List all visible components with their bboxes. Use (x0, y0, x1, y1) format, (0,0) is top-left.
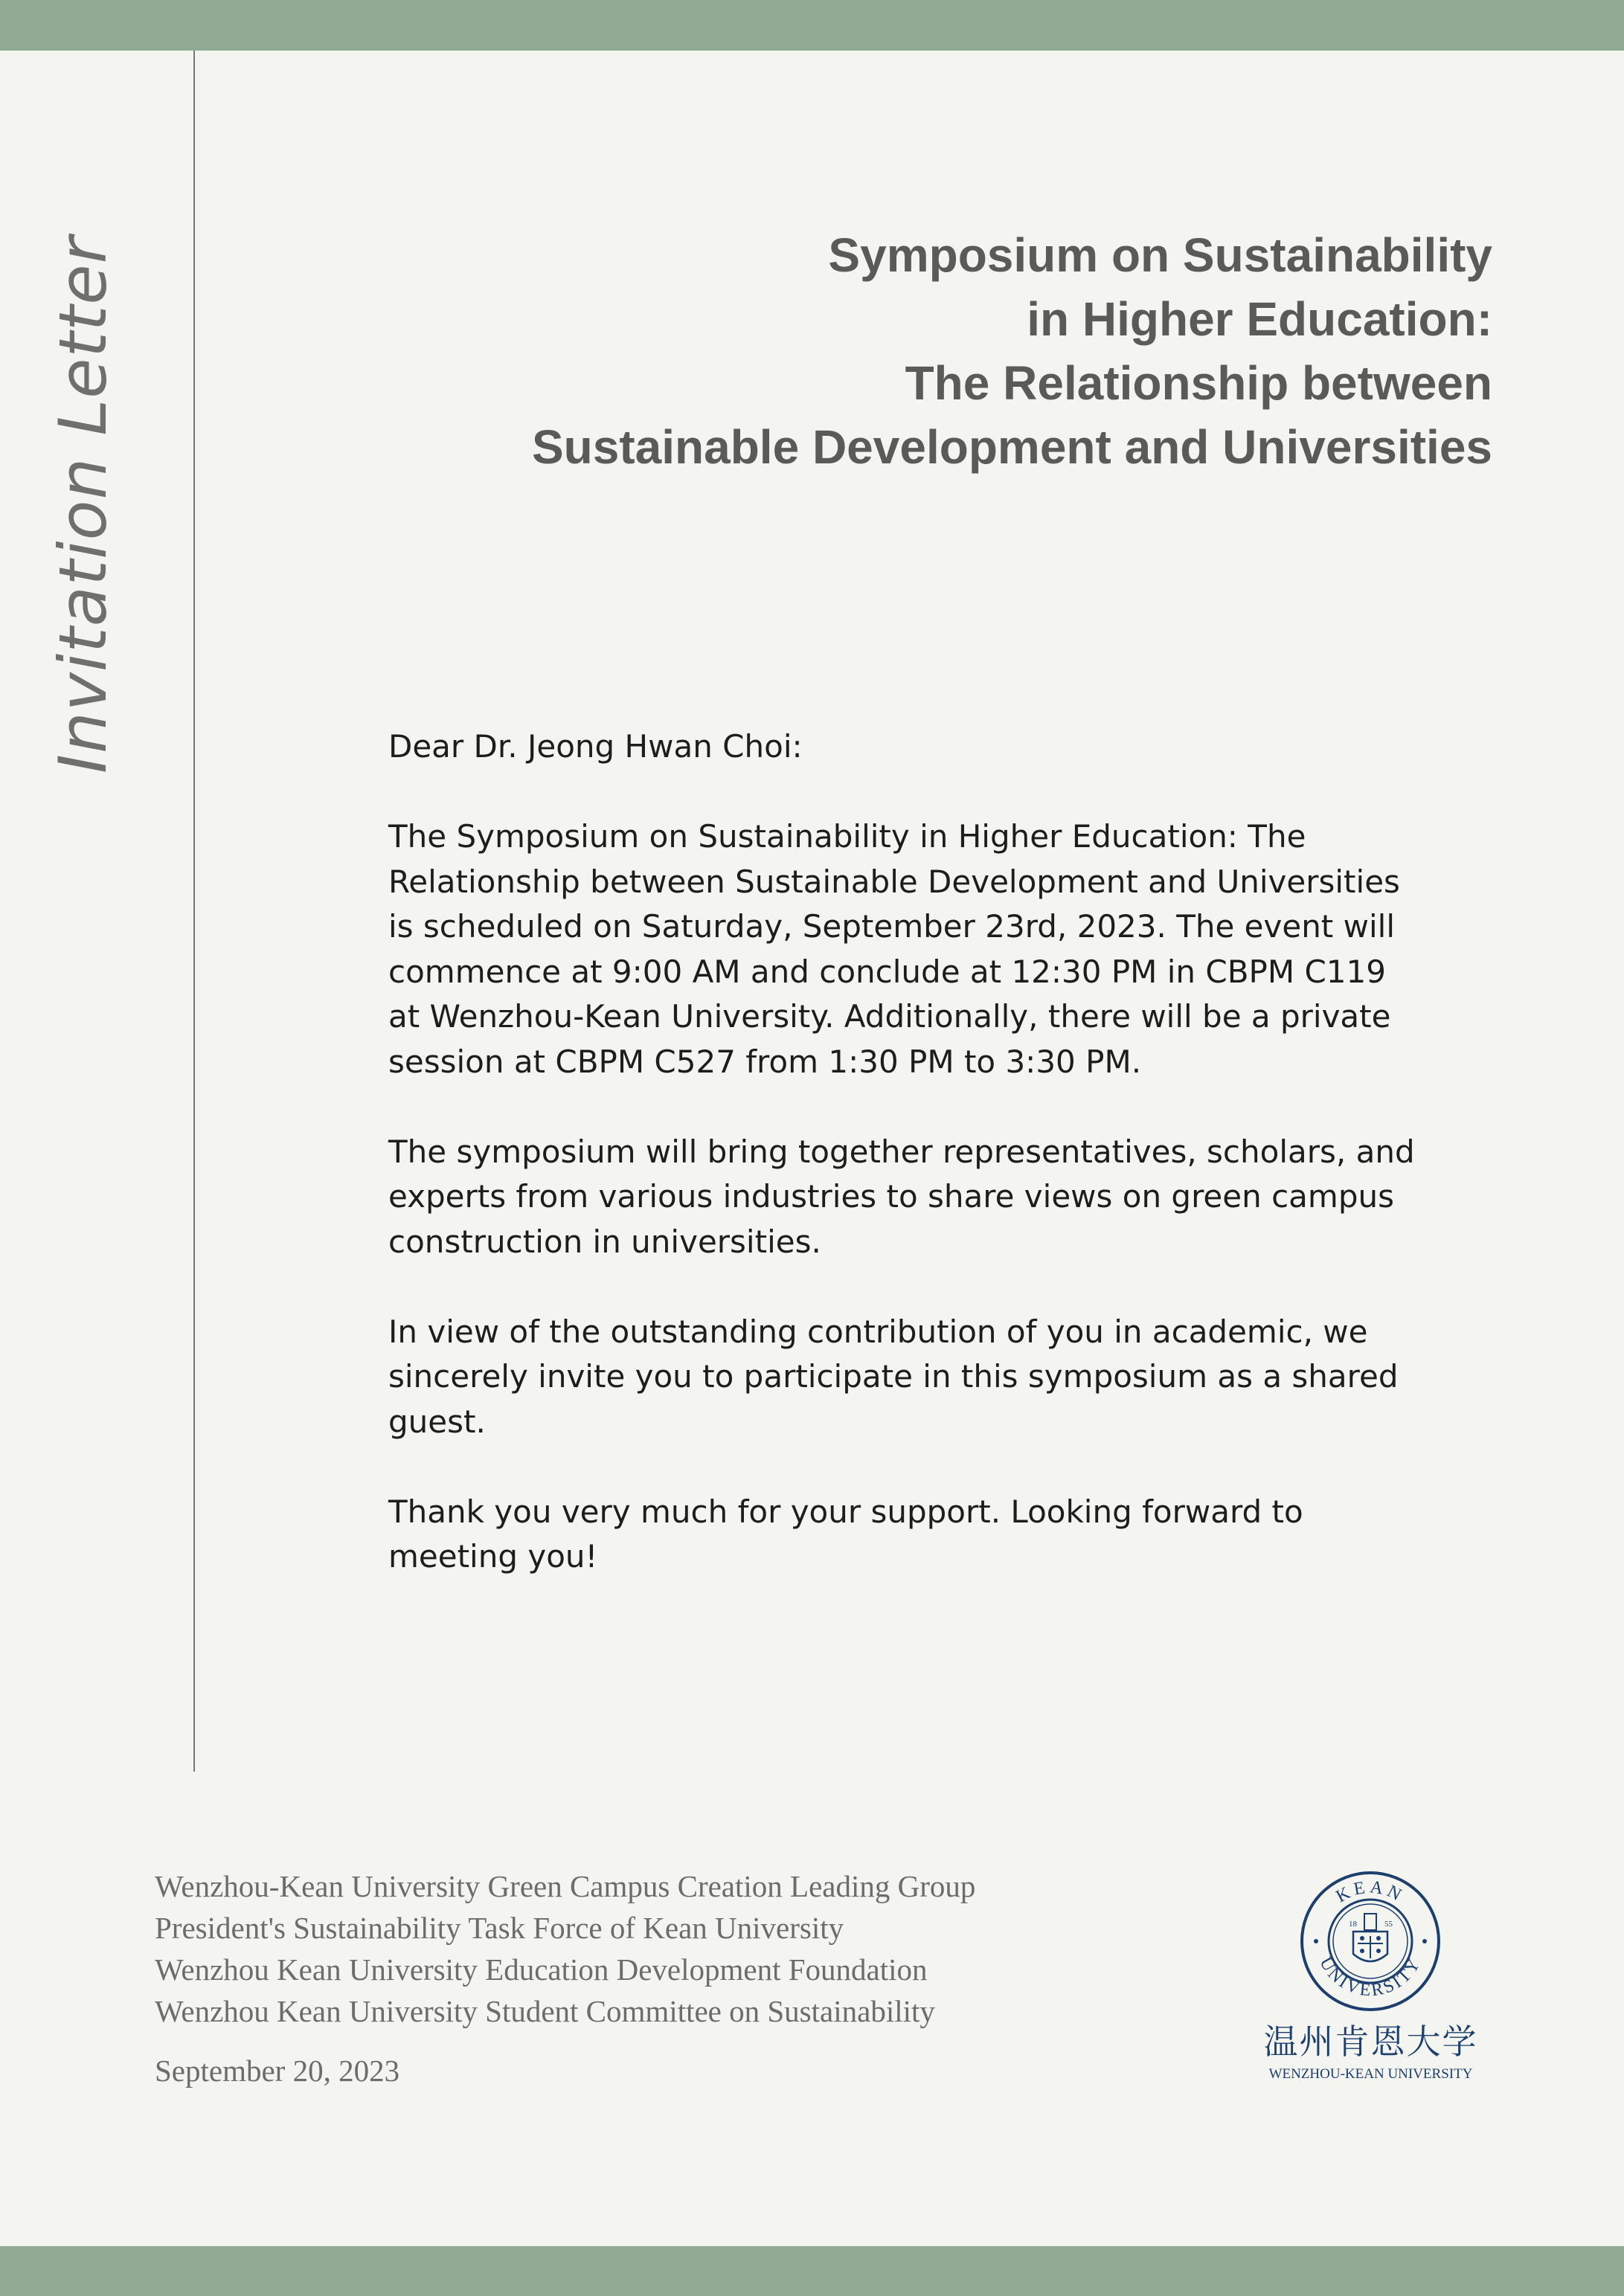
university-seal-icon (1300, 1871, 1441, 2012)
letter-paragraph: In view of the outstanding contribution of you in academic, we sincerely invite you to participate in this symposium as a shared guest. (388, 1313, 1399, 1440)
seal-bottom-text: UNIVERSITY (1315, 1954, 1425, 2001)
letter-paragraph: Thank you very much for your support. Looking forward to meeting you! (388, 1493, 1303, 1575)
organizer-name: Wenzhou Kean University Education Development Foundation (155, 1952, 928, 1987)
university-name-english: WENZHOU-KEAN UNIVERSITY (1268, 2066, 1473, 2082)
headline-line: Symposium on Sustainability (828, 228, 1492, 282)
seal-top-text: KEAN (1332, 1877, 1408, 1907)
headline-line: The Relationship between (905, 356, 1492, 410)
svg-text:KEAN (1333, 1877, 1408, 1906)
university-logo (1257, 1871, 1484, 2094)
symposium-headline (376, 223, 1492, 479)
letter-date: September 20, 2023 (155, 2054, 400, 2088)
organizer-list (155, 1865, 1196, 2032)
letter-paragraph: The symposium will bring together representatives, scholars, and experts from various industries to share views on green campus construction in universities. (388, 1133, 1415, 1260)
letter-paragraph: The Symposium on Sustainability in Higher Education: The Relationship between Sustainable Development and Universities is scheduled on Saturday, September 23rd, 2023. The event will commence at 9:00 AM and conclude at 12:30 PM in CBPM C119 at Wenzhou-Kean University. Additionally, there will be a private session at CBPM C527 from 1:30 PM to 3:30 PM. (388, 818, 1400, 1080)
organizer-name: Wenzhou Kean University Student Committee on Sustainability (155, 1994, 935, 2028)
vertical-divider (193, 51, 195, 1772)
invitation-letter-title: Invitation Letter (45, 236, 121, 774)
seal-year-right: 55 (1384, 1920, 1393, 1929)
organizer-name: Wenzhou-Kean University Green Campus Creation Leading Group (155, 1869, 976, 1903)
letter-body (388, 724, 1415, 1624)
headline-line: in Higher Education: (1027, 292, 1492, 346)
bottom-band (0, 2246, 1624, 2296)
university-name-chinese: 温州肯恩大学 (1263, 2022, 1478, 2062)
salutation: Dear Dr. Jeong Hwan Choi: (388, 728, 803, 765)
organizer-name: President's Sustainability Task Force of Kean University (155, 1911, 844, 1945)
top-band (0, 0, 1624, 51)
seal-year-left: 18 (1349, 1920, 1357, 1929)
headline-line: Sustainable Development and Universities (531, 420, 1492, 474)
